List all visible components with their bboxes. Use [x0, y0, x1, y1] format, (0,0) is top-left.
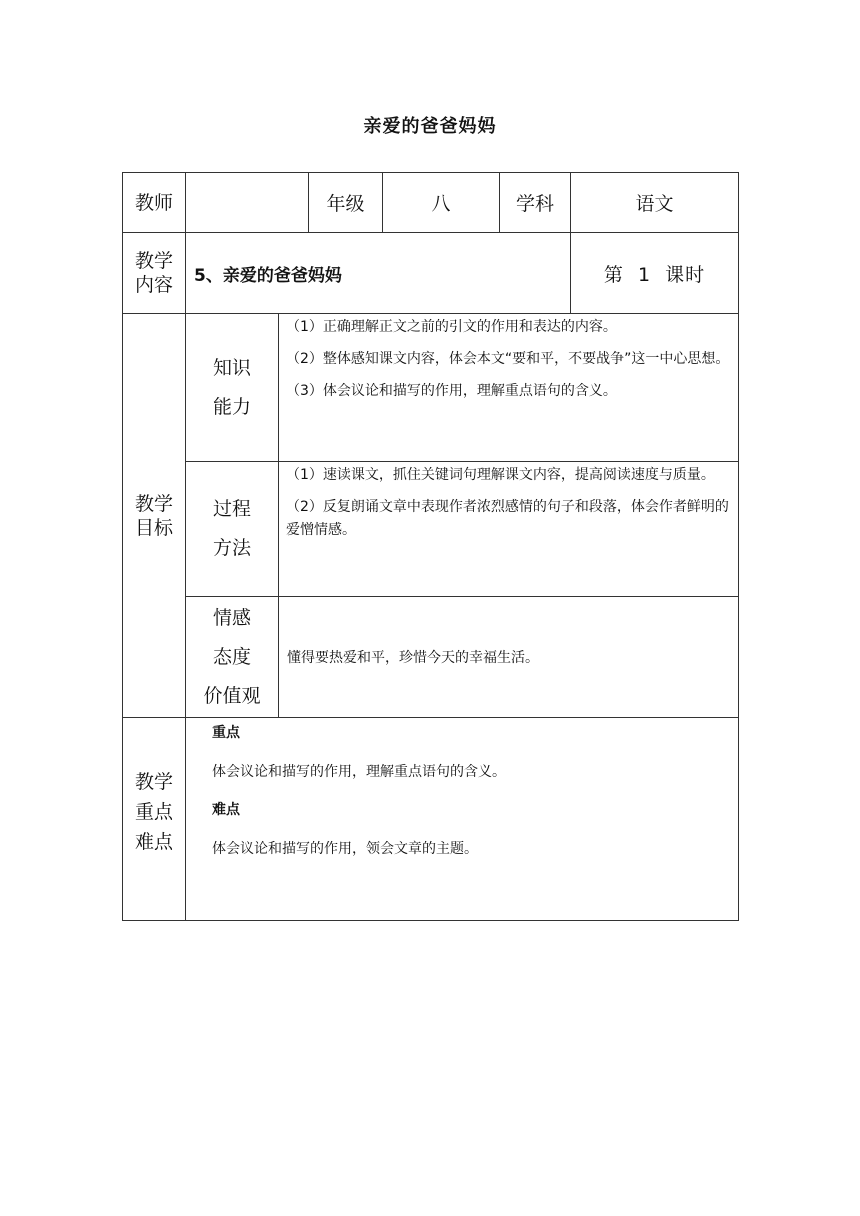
grade-value: 八: [383, 173, 500, 233]
knowledge-items: [279, 314, 739, 462]
key-point-text: 体会议论和描写的作用，理解重点语句的含义。: [212, 764, 506, 780]
attitude-label: 情感 态度 价值观: [186, 597, 279, 718]
lesson-title: 5、亲爱的爸爸妈妈: [186, 233, 571, 314]
attitude-row: [123, 597, 739, 718]
difficulty-heading: 难点: [212, 802, 240, 818]
key-point-heading: 重点: [212, 725, 240, 741]
difficulty-text: 体会议论和描写的作用，领会文章的主题。: [212, 841, 478, 857]
key-points-label: 教学 重点 难点: [123, 718, 186, 921]
process-item: （2）反复朗诵文章中表现作者浓烈感情的句子和段落，体会作者鲜明的爱憎情感。: [286, 499, 729, 538]
process-row: [123, 462, 739, 597]
header-row: [123, 173, 739, 233]
lesson-period: 第 1 课时: [571, 233, 739, 314]
knowledge-item: （2）整体感知课文内容，体会本文“要和平，不要战争”这一中心思想。: [286, 351, 730, 367]
subject-value: 语文: [571, 173, 739, 233]
lesson-plan-table: [122, 172, 739, 921]
teacher-label: 教师: [123, 173, 186, 233]
teacher-value: [186, 173, 309, 233]
subject-label: 学科: [500, 173, 571, 233]
knowledge-row: [123, 314, 739, 462]
key-points-content: [186, 718, 739, 921]
objectives-label: 教学 目标: [123, 314, 186, 718]
process-item: （1）速读课文，抓住关键词句理解课文内容，提高阅读速度与质量。: [286, 467, 715, 483]
knowledge-item: （3）体会议论和描写的作用，理解重点语句的含义。: [286, 383, 617, 399]
grade-label: 年级: [309, 173, 383, 233]
process-label: 过程 方法: [186, 462, 279, 597]
document-title: 亲爱的爸爸妈妈: [363, 116, 497, 137]
key-points-row: [123, 718, 739, 921]
attitude-text: 懂得要热爱和平，珍惜今天的幸福生活。: [279, 597, 739, 718]
content-label: 教学 内容: [123, 233, 186, 314]
knowledge-label: 知识 能力: [186, 314, 279, 462]
process-items: [279, 462, 739, 597]
knowledge-item: （1）正确理解正文之前的引文的作用和表达的内容。: [286, 319, 617, 335]
content-row: [123, 233, 739, 314]
